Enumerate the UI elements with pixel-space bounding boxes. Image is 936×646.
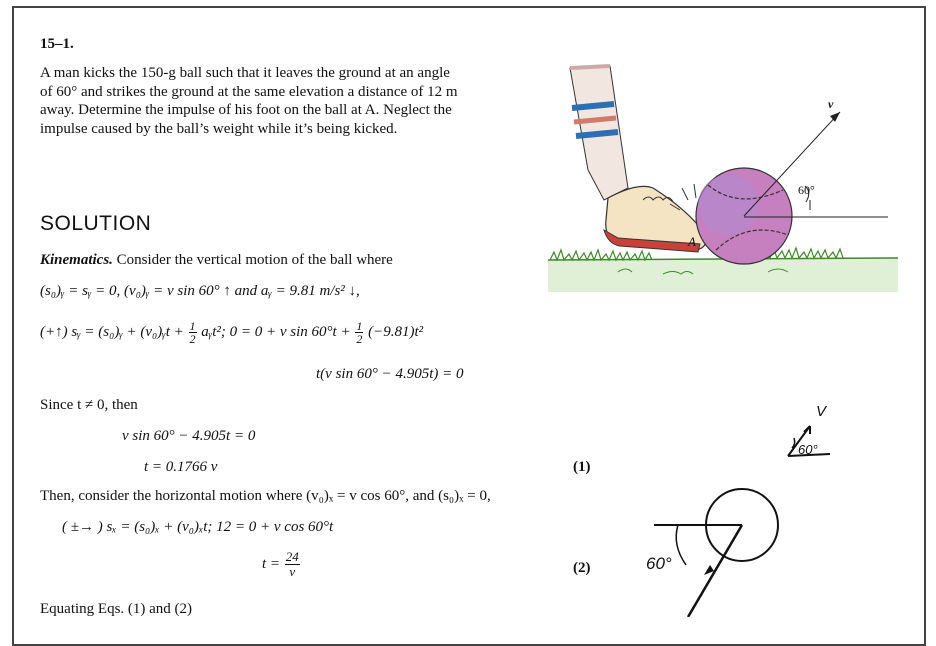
handwritten-v: V [816,403,827,420]
equation-t2 [262,550,301,579]
half-fraction-2 [355,320,363,345]
kinematics-title: Kinematics. [40,252,113,268]
handwritten-angle-2: 60° [646,554,672,573]
angle-label: 60° [798,183,815,197]
sketch-diagonal [688,525,742,617]
handwritten-angle-1: 60° [798,442,818,457]
problem-number: 15–1. [40,36,74,52]
equation-v-sin: v sin 60° − 4.905t = 0 [122,428,256,444]
velocity-label: v [828,97,834,111]
t2-fraction [285,550,300,579]
frac-num: 1 [356,319,363,333]
equating-text: Equating Eqs. (1) and (2) [40,601,193,617]
frac-num: 24 [285,549,299,564]
velocity-line [744,112,840,216]
handwritten-circle-sketch [640,487,790,617]
frac-den: 2 [356,332,363,346]
handwritten-velocity-sketch [780,398,860,468]
kinematics-line [40,251,393,269]
eq-vertical-lhs: (+↑) sᵧ = (s₀)ᵧ + (v₀)ᵧt + [40,323,184,340]
half-fraction-1 [189,320,197,345]
problem-figure [548,60,908,300]
equation-t1: t = 0.1766 v [144,459,218,475]
point-A-label: A [688,234,696,249]
frac-den: v [289,564,296,579]
equation-horizontal-motion: ( ±→ ) sₓ = (s₀)ₓ + (v₀)ₓt; 12 = 0 + v cos 60°t [62,519,334,535]
grass-ground [548,258,898,292]
frac-num: 1 [189,319,196,333]
kinematics-text: Consider the vertical motion of the ball where [116,252,393,268]
eq-t2-lhs: t = [262,555,281,572]
solution-heading: SOLUTION [40,212,152,235]
frac-den: 2 [189,332,196,346]
equation-factored: t(v sin 60° − 4.905t) = 0 [316,366,464,382]
equation-1-label: (1) [573,459,591,475]
equation-2-label: (2) [573,560,591,576]
since-text: Since t ≠ 0, then [40,397,138,413]
equation-initial-conditions: (s₀)ᵧ = sᵧ = 0, (v₀)ᵧ = v sin 60° ↑ and aᵧ = 9.81 m/s² ↓, [40,283,360,299]
eq-vertical-rhs: (−9.81)t² [368,323,424,340]
equation-vertical-motion [40,320,423,345]
horizontal-motion-text: Then, consider the horizontal motion where (v₀)ₓ = v cos 60°, and (s₀)ₓ = 0, [40,488,491,504]
eq-vertical-mid: aᵧt²; 0 = 0 + v sin 60°t + [201,323,351,340]
problem-statement: A man kicks the 150-g ball such that it leaves the ground at an angle of 60° and strikes the ground at the same elevation a distance of 12 m away. Determine the impulse of his foot on the ball at A. Neglect the impulse caused by the ball’s weight while it’s being kicked. [40,65,458,137]
